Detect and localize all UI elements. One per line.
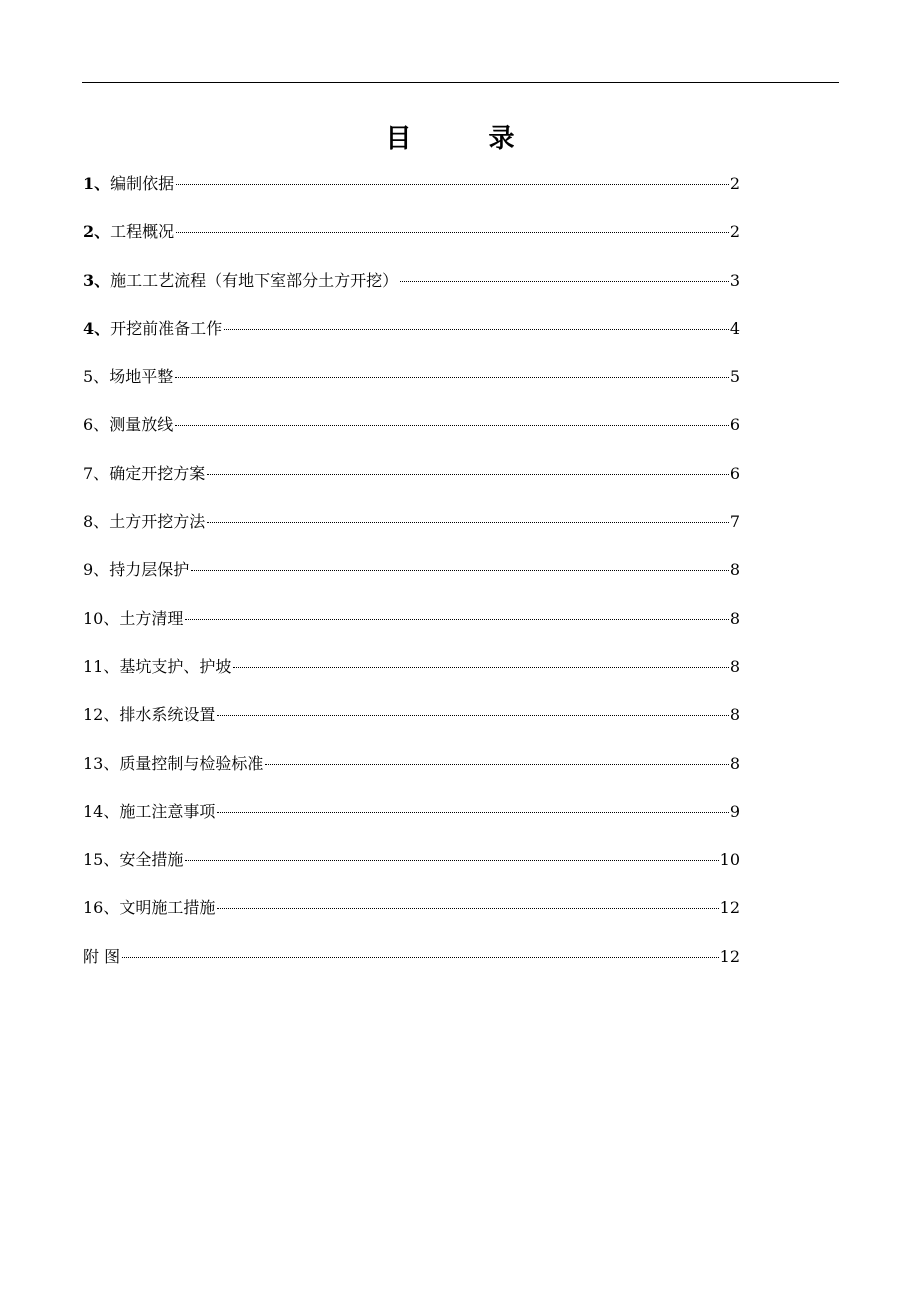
toc-entry-page: 3: [729, 270, 740, 290]
toc-list: [83, 172, 740, 993]
toc-entry-number: 4、: [83, 318, 111, 338]
toc-entry-label: 工程概况: [110, 222, 175, 242]
toc-entry-number: 6、: [83, 415, 110, 435]
toc-entry-page: 9: [729, 801, 740, 821]
toc-entry-label: 编制依据: [110, 174, 175, 193]
toc-entry-number: 16、: [83, 898, 120, 918]
toc-entry-number: 11、: [83, 656, 120, 676]
toc-entry-label: 附 图: [83, 946, 121, 966]
toc-title: 目 录: [385, 124, 549, 154]
toc-entry-label: 文明施工措施: [119, 898, 216, 918]
toc-entry-number: 15、: [83, 850, 120, 870]
toc-entry[interactable]: [83, 269, 740, 317]
toc-entry[interactable]: [83, 220, 740, 268]
toc-entry-number: 1、: [83, 174, 111, 193]
dot-leader: [207, 522, 729, 523]
toc-entry[interactable]: [83, 655, 740, 703]
toc-entry[interactable]: [83, 365, 740, 413]
toc-entry-page: 6: [729, 463, 740, 483]
toc-entry-page: 8: [729, 560, 740, 580]
toc-entry-page: 7: [729, 512, 740, 532]
toc-entry-page: 10: [719, 850, 740, 870]
toc-entry-label: 施工注意事项: [119, 801, 216, 821]
dot-leader: [185, 619, 728, 620]
toc-entry-label: 施工工艺流程（有地下室部分土方开挖）: [110, 270, 399, 290]
toc-entry[interactable]: [83, 607, 740, 655]
toc-entry[interactable]: [83, 510, 740, 558]
toc-entry-number: 5、: [83, 367, 110, 387]
dot-leader: [400, 281, 729, 282]
toc-entry-page: 8: [729, 705, 740, 725]
toc-entry-number: 7、: [83, 463, 110, 483]
toc-entry-appendix[interactable]: [83, 945, 740, 993]
toc-entry-page: 2: [729, 174, 740, 193]
toc-entry-page: 5: [729, 367, 740, 387]
toc-entry[interactable]: [83, 413, 740, 461]
dot-leader: [175, 425, 729, 426]
toc-entry[interactable]: [83, 172, 740, 220]
header-rule: [82, 82, 839, 83]
dot-leader: [176, 184, 729, 185]
dot-leader: [176, 232, 729, 233]
toc-entry-label: 确定开挖方案: [109, 463, 206, 483]
toc-entry[interactable]: [83, 462, 740, 510]
toc-entry-number: 3、: [83, 270, 111, 290]
toc-entry[interactable]: [83, 752, 740, 800]
dot-leader: [265, 764, 728, 765]
toc-entry-number: 8、: [83, 512, 110, 532]
toc-entry-page: 8: [729, 608, 740, 628]
toc-entry[interactable]: [83, 896, 740, 944]
dot-leader: [217, 715, 728, 716]
dot-leader: [233, 667, 728, 668]
toc-entry-page: 2: [729, 222, 740, 242]
dot-leader: [175, 377, 729, 378]
toc-entry-label: 测量放线: [109, 415, 174, 435]
toc-entry[interactable]: [83, 848, 740, 896]
toc-entry-number: 2、: [83, 222, 111, 242]
toc-entry[interactable]: [83, 703, 740, 751]
dot-leader: [224, 329, 729, 330]
toc-entry-label: 土方清理: [119, 608, 184, 628]
toc-entry-page: 8: [729, 656, 740, 676]
toc-entry-page: 6: [729, 415, 740, 435]
toc-entry[interactable]: [83, 558, 740, 606]
toc-entry[interactable]: [83, 800, 740, 848]
toc-entry-label: 排水系统设置: [119, 705, 216, 725]
toc-entry-number: 12、: [83, 705, 120, 725]
dot-leader: [217, 908, 718, 909]
toc-entry-number: 14、: [83, 801, 120, 821]
toc-entry-label: 开挖前准备工作: [110, 318, 223, 338]
dot-leader: [207, 474, 729, 475]
toc-entry-label: 基坑支护、护坡: [119, 656, 232, 676]
toc-entry-label: 质量控制与检验标准: [119, 753, 264, 773]
toc-entry-number: 10、: [83, 608, 120, 628]
toc-entry-label: 场地平整: [109, 367, 174, 387]
toc-entry-label: 土方开挖方法: [109, 512, 206, 532]
dot-leader: [191, 570, 729, 571]
toc-entry-page: 12: [719, 898, 740, 918]
toc-entry-label: 安全措施: [119, 850, 184, 870]
toc-entry[interactable]: [83, 317, 740, 365]
toc-entry-number: 13、: [83, 753, 120, 773]
toc-entry-number: 9、: [83, 560, 110, 580]
dot-leader: [217, 812, 728, 813]
toc-entry-page: 8: [729, 753, 740, 773]
toc-entry-page: 4: [729, 318, 740, 338]
toc-entry-label: 持力层保护: [109, 560, 190, 580]
toc-entry-page: 12: [719, 946, 740, 966]
dot-leader: [122, 957, 719, 958]
dot-leader: [185, 860, 718, 861]
